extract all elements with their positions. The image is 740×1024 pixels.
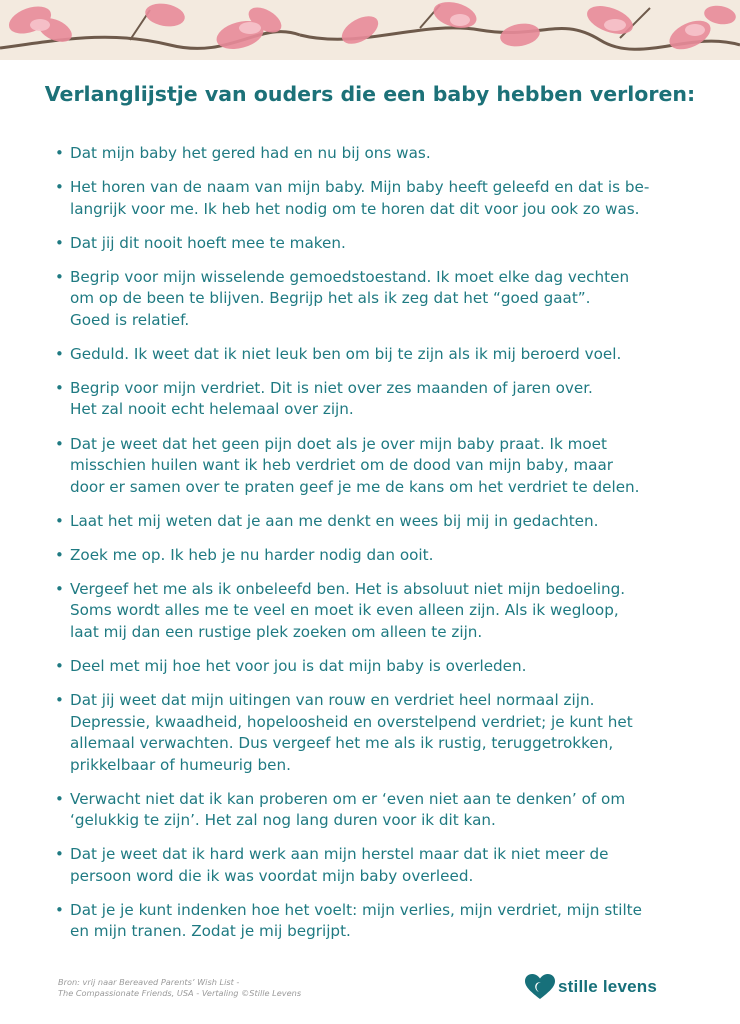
item-line: persoon word die ik was voordat mijn baby overleed.: [70, 866, 474, 885]
heart-logo-icon: [525, 974, 555, 1000]
bullet: •: [55, 511, 64, 530]
list-item: [55, 789, 670, 832]
list-item: [55, 844, 670, 887]
bullet: •: [55, 656, 64, 675]
item-line: door er samen over te praten geef je me de kans om het verdriet te delen.: [70, 477, 640, 496]
list-item: [55, 900, 670, 943]
bullet: •: [55, 691, 64, 710]
list-item: [55, 511, 670, 533]
bullet: •: [55, 434, 64, 453]
list-item: [55, 579, 670, 644]
bullet: •: [55, 845, 64, 864]
source-line: Bron: vrij naar Bereaved Parents’ Wish List -: [58, 977, 240, 987]
logo-text: stille levens: [558, 977, 657, 996]
item-line: Goed is relatief.: [70, 310, 190, 329]
bullet: •: [55, 178, 64, 197]
item-line: Verwacht niet dat ik kan proberen om er ‘even niet aan te denken’ of om: [70, 789, 626, 808]
item-line: Het horen van de naam van mijn baby. Mijn baby heeft geleefd en dat is be-: [70, 178, 650, 197]
bullet: •: [55, 144, 64, 162]
page-title: Verlanglijstje van ouders die een baby hebben verloren:: [44, 82, 696, 106]
item-line: om op de been te blijven. Begrijp het als ik zeg dat het “goed gaat”.: [70, 289, 591, 308]
item-line: Zoek me op. Ik heb je nu harder nodig dan ooit.: [70, 545, 434, 564]
item-line: Begrip voor mijn wisselende gemoedstoestand. Ik moet elke dag vechten: [70, 267, 630, 286]
bullet: •: [55, 789, 64, 808]
list-item: [55, 177, 670, 220]
bullet: •: [55, 378, 64, 397]
bullet: •: [55, 545, 64, 564]
header-banner: [0, 0, 740, 60]
item-line: Dat mijn baby het gered had en nu bij ons was.: [70, 144, 431, 162]
list-item: [55, 690, 670, 776]
magnolia-blossom-illustration: [0, 0, 740, 60]
bullet: •: [55, 900, 64, 919]
list-item: [55, 267, 670, 332]
item-line: Deel met mij hoe het voor jou is dat mijn baby is overleden.: [70, 656, 527, 675]
list-item: [55, 656, 670, 678]
list-item: [55, 344, 670, 366]
item-line: laat mij dan een rustige plek zoeken om alleen te zijn.: [70, 622, 483, 641]
item-line: Soms wordt alles me te veel en moet ik even alleen zijn. Als ik wegloop,: [70, 601, 619, 620]
item-line: langrijk voor me. Ik heb het nodig om te horen dat dit voor jou ook zo was.: [70, 199, 640, 218]
source-note: [58, 977, 378, 999]
item-line: Dat je weet dat ik hard werk aan mijn herstel maar dat ik niet meer de: [70, 845, 609, 864]
item-line: Laat het mij weten dat je aan me denkt en wees bij mij in gedachten.: [70, 511, 599, 530]
item-line: misschien huilen want ik heb verdriet om de dood van mijn baby, maar: [70, 456, 614, 475]
list-item: [55, 233, 670, 255]
item-line: Dat je je kunt indenken hoe het voelt: mijn verlies, mijn verdriet, mijn stilte: [70, 900, 642, 919]
item-line: Het zal nooit echt helemaal over zijn.: [70, 400, 354, 419]
list-item: [55, 545, 670, 567]
item-line: Depressie, kwaadheid, hopeloosheid en overstelpend verdriet; je kunt het: [70, 712, 633, 731]
item-line: Dat jij dit nooit hoeft mee te maken.: [70, 233, 346, 252]
item-line: prikkelbaar of humeurig ben.: [70, 755, 291, 774]
bullet: •: [55, 233, 64, 252]
brand-logo: [525, 972, 657, 1002]
item-line: Vergeef het me als ik onbeleefd ben. Het is absoluut niet mijn bedoeling.: [70, 579, 626, 598]
bullet: •: [55, 267, 64, 286]
item-line: Dat jij weet dat mijn uitingen van rouw en verdriet heel normaal zijn.: [70, 691, 595, 710]
item-line: Dat je weet dat het geen pijn doet als je over mijn baby praat. Ik moet: [70, 434, 607, 453]
item-line: Geduld. Ik weet dat ik niet leuk ben om bij te zijn als ik mij beroerd voel.: [70, 344, 622, 363]
bullet: •: [55, 579, 64, 598]
source-line: The Compassionate Friends, USA - Vertaling ©Stille Levens: [58, 988, 302, 998]
bullet: •: [55, 344, 64, 363]
item-line: ‘gelukkig te zijn’. Het zal nog lang duren voor ik dit kan.: [70, 811, 496, 830]
list-item: [55, 378, 670, 421]
item-line: Begrip voor mijn verdriet. Dit is niet over zes maanden of jaren over.: [70, 378, 593, 397]
list-item: [55, 143, 670, 165]
item-line: en mijn tranen. Zodat je mij begrijpt.: [70, 922, 351, 941]
item-line: allemaal verwachten. Dus vergeef het me als ik rustig, teruggetrokken,: [70, 734, 614, 753]
list-item: [55, 434, 670, 499]
wish-list: [55, 143, 670, 955]
